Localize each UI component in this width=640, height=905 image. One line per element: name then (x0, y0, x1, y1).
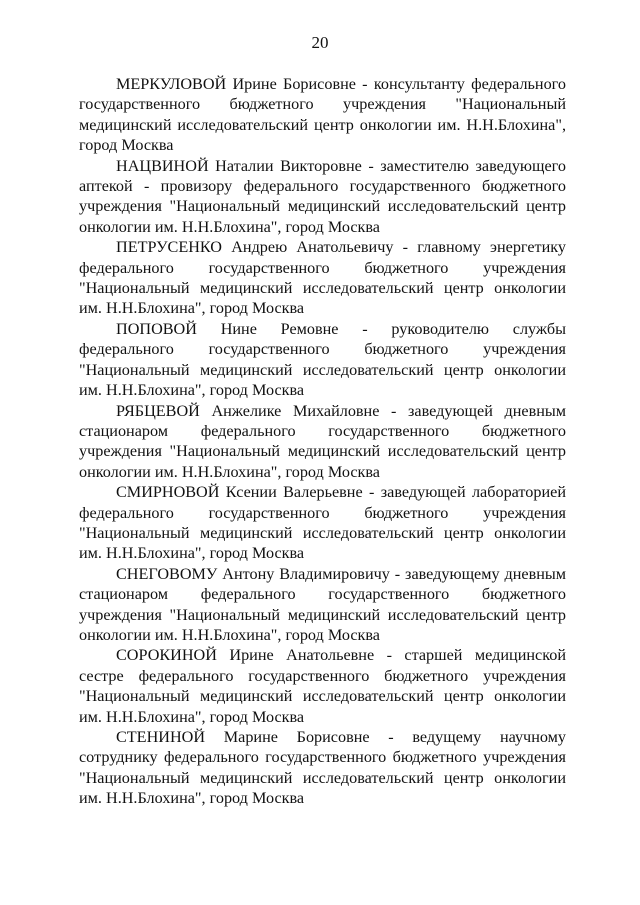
entry-natsvina: НАЦВИНОЙ Наталии Викторовне - заместителю заведующего аптекой - провизору федерального государственного бюджетного учреждения "Национальный медицинский исследовательский центр онкологии им. Н.Н.Блохина", город Москва (79, 156, 566, 236)
entry-merkulova: МЕРКУЛОВОЙ Ирине Борисовне - консультанту федерального государственного бюджетного учреждения "Национальный медицинский исследовательский центр онкологии им. Н.Н.Блохина", город Москва (79, 75, 566, 155)
entry-stenina: СТЕНИНОЙ Марине Борисовне - ведущему научному сотруднику федерального государственного бюджетного учреждения "Национальный медицинский исследовательский центр онкологии им. Н.Н.Блохина", город Москва (79, 728, 566, 808)
entries-list (79, 74, 566, 809)
entry-ryabtseva: РЯБЦЕВОЙ Анжелике Михайловне - заведующей дневным стационаром федерального государственного бюджетного учреждения "Национальный медицинский исследовательский центр онкологии им. Н.Н.Блохина", город Москва (79, 401, 566, 481)
entry-popova: ПОПОВОЙ Нине Ремовне - руководителю службы федерального государственного бюджетного учреждения "Национальный медицинский исследовательский центр онкологии им. Н.Н.Блохина", город Москва (79, 319, 566, 400)
entry-snegovoy: СНЕГОВОМУ Антону Владимировичу - заведующему дневным стационаром федерального государственного бюджетного учреждения "Национальный медицинский исследовательский центр онкологии им. Н.Н.Блохина", город Москва (79, 564, 566, 644)
entry-petrusenko: ПЕТРУСЕНКО Андрею Анатольевичу - главному энергетику федерального государственного бюджетного учреждения "Национальный медицинский исследовательский центр онкологии им. Н.Н.Блохина", город Москва (79, 238, 566, 318)
entry-smirnova: СМИРНОВОЙ Ксении Валерьевне - заведующей лабораторией федерального государственного бюджетного учреждения "Национальный медицинский исследовательский центр онкологии им. Н.Н.Блохина", город Москва (79, 483, 566, 563)
entry-sorokina: СОРОКИНОЙ Ирине Анатольевне - старшей медицинской сестре федерального государственного бюджетного учреждения "Национальный медицинский исследовательский центр онкологии им. Н.Н.Блохина", город Москва (79, 646, 566, 726)
page-number: 20 (311, 33, 329, 52)
